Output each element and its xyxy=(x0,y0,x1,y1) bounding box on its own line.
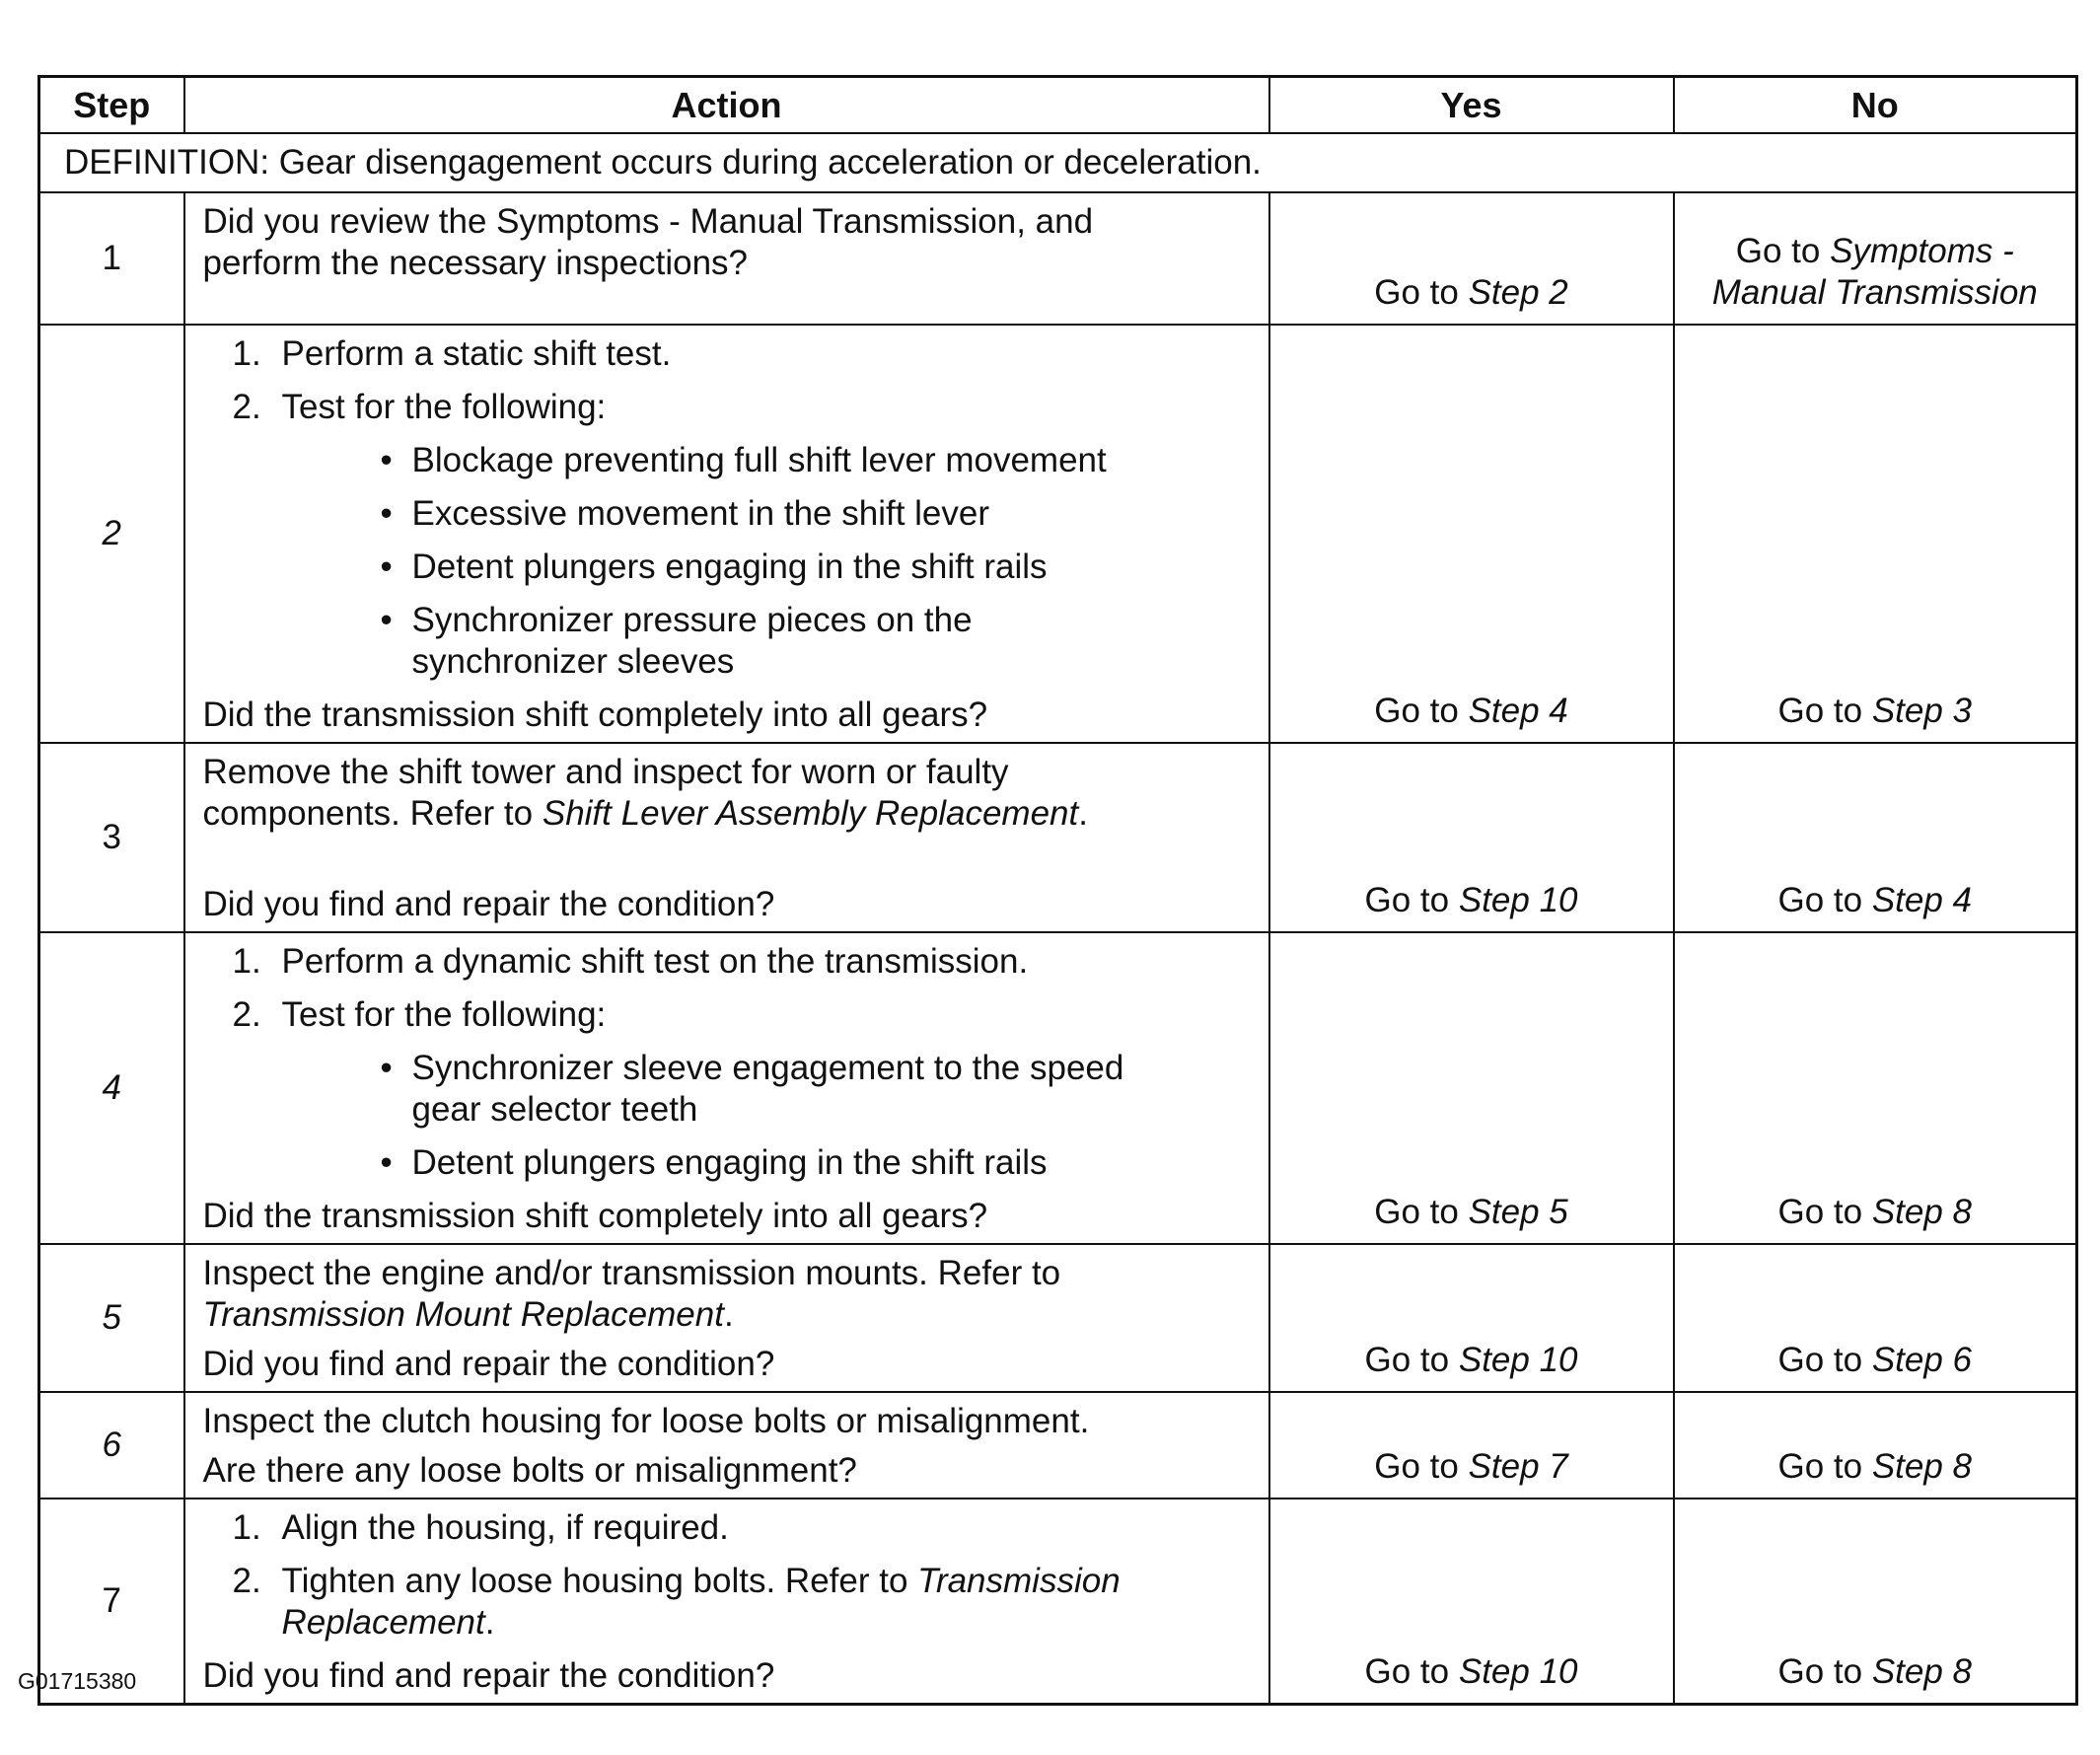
step-number: 6 xyxy=(39,1392,184,1499)
numbered-list xyxy=(203,1507,1251,1644)
bullet-item xyxy=(282,493,1251,535)
question-text: Did you find and repair the condition? xyxy=(202,1656,775,1695)
item-text: Align the housing, if required. xyxy=(281,1508,729,1547)
no-link[interactable]: Step 3 xyxy=(1871,692,1973,730)
no-link[interactable]: Step 8 xyxy=(1871,1193,1973,1231)
table-row xyxy=(39,932,2077,1244)
table-row xyxy=(39,743,2077,932)
yes-cell xyxy=(1269,1392,1674,1499)
question-text: Are there any loose bolts or misalignment? xyxy=(202,1451,857,1490)
bullet-item xyxy=(282,1048,1251,1131)
action-text: components. Refer to Shift Lever Assembly Replacement. xyxy=(202,794,1088,833)
bullet-text: Blockage preventing full shift lever movement xyxy=(411,441,1107,479)
yes-link[interactable]: Step 4 xyxy=(1468,692,1568,730)
action-cell xyxy=(184,192,1269,325)
bullet-list xyxy=(282,440,1251,683)
definition-text: DEFINITION: Gear disengagement occurs during acceleration or deceleration. xyxy=(39,133,2077,192)
step-number: 2 xyxy=(39,325,184,743)
item-number: 2. xyxy=(232,1562,261,1600)
yes-cell xyxy=(1269,743,1674,932)
bullet-text: Synchronizer pressure pieces on the synchronizer sleeves xyxy=(411,601,973,681)
item-text: Tighten any loose housing bolts. Refer to xyxy=(281,1562,918,1600)
yes-cell xyxy=(1269,192,1674,325)
no-cell xyxy=(1674,1392,2077,1499)
bullet-icon: • xyxy=(380,494,393,533)
goto-label: Go to xyxy=(1374,1193,1459,1231)
step-number: 1 xyxy=(39,192,184,325)
action-text: Inspect the clutch housing for loose bolts or misalignment. xyxy=(202,1402,1090,1440)
table-row xyxy=(39,325,2077,743)
question-text: Did the transmission shift completely into all gears? xyxy=(202,1197,988,1235)
item-number: 1. xyxy=(232,334,261,373)
bullet-text: Synchronizer sleeve engagement to the speed gear selector teeth xyxy=(411,1049,1124,1129)
no-link[interactable]: Step 6 xyxy=(1871,1341,1973,1379)
goto-label: Go to xyxy=(1364,1652,1450,1691)
item-text: Test for the following: xyxy=(281,995,607,1034)
diagnostic-table xyxy=(37,75,2078,1706)
no-cell xyxy=(1674,743,2077,932)
list-item xyxy=(203,941,1251,983)
action-cell xyxy=(184,1499,1269,1705)
action-cell xyxy=(184,743,1269,932)
no-link[interactable]: Symptoms - xyxy=(1830,232,2014,270)
header-row xyxy=(39,77,2077,134)
yes-cell xyxy=(1269,1499,1674,1705)
goto-label: Go to xyxy=(1374,692,1459,730)
yes-link[interactable]: Step 10 xyxy=(1458,881,1578,919)
header-action: Action xyxy=(184,77,1269,134)
no-cell xyxy=(1674,1499,2077,1705)
item-text: Perform a static shift test. xyxy=(281,334,672,373)
no-cell xyxy=(1674,192,2077,325)
reference-link[interactable]: Shift Lever Assembly Replacement xyxy=(542,794,1079,833)
yes-cell xyxy=(1269,325,1674,743)
list-item xyxy=(203,333,1251,375)
item-number: 1. xyxy=(232,1508,261,1547)
list-item xyxy=(203,387,1251,683)
goto-label: Go to xyxy=(1777,1447,1863,1486)
bullet-icon: • xyxy=(380,601,393,639)
table-row xyxy=(39,1244,2077,1392)
reference-link[interactable]: Transmission Replacement xyxy=(281,1562,1121,1642)
action-text: Transmission Mount Replacement. xyxy=(202,1295,734,1334)
goto-label: Go to xyxy=(1374,1447,1459,1486)
bullet-item xyxy=(282,547,1251,588)
bullet-item xyxy=(282,440,1251,481)
step-number: 3 xyxy=(39,743,184,932)
goto-label: Go to xyxy=(1777,1652,1863,1691)
list-item xyxy=(203,1507,1251,1549)
goto-label: Go to xyxy=(1735,232,1821,270)
action-cell xyxy=(184,325,1269,743)
bullet-icon: • xyxy=(380,1049,393,1087)
item-text: Test for the following: xyxy=(281,388,607,426)
question-text: Did you find and repair the condition? xyxy=(202,1345,775,1383)
figure-id: G01715380 xyxy=(18,1668,137,1694)
bullet-icon: • xyxy=(380,1143,393,1182)
item-text: Perform a dynamic shift test on the transmission. xyxy=(281,942,1029,981)
yes-link[interactable]: Step 7 xyxy=(1468,1447,1568,1486)
numbered-list xyxy=(203,333,1251,683)
no-link[interactable]: Step 4 xyxy=(1871,881,1973,919)
header-no: No xyxy=(1674,77,2077,134)
reference-link[interactable]: Transmission Mount Replacement xyxy=(202,1295,724,1334)
question-text: Did the transmission shift completely into all gears? xyxy=(202,695,988,734)
goto-label: Go to xyxy=(1777,692,1863,730)
goto-label: Go to xyxy=(1364,881,1450,919)
bullet-icon: • xyxy=(380,441,393,479)
bullet-text: Detent plungers engaging in the shift rails xyxy=(411,548,1048,586)
table-row xyxy=(39,1499,2077,1705)
yes-cell xyxy=(1269,932,1674,1244)
step-number: 5 xyxy=(39,1244,184,1392)
table-row xyxy=(39,1392,2077,1499)
numbered-list xyxy=(203,941,1251,1184)
action-text: Did you review the Symptoms - Manual Transmission, and xyxy=(202,202,1094,241)
item-number: 2. xyxy=(232,388,261,426)
no-link[interactable]: Manual Transmission xyxy=(1711,273,2038,312)
goto-label: Go to xyxy=(1364,1341,1450,1379)
no-cell xyxy=(1674,1244,2077,1392)
yes-cell xyxy=(1269,1244,1674,1392)
bullet-icon: • xyxy=(380,548,393,586)
no-link[interactable]: Step 8 xyxy=(1871,1447,1973,1486)
yes-link[interactable]: Step 10 xyxy=(1458,1341,1578,1379)
action-cell xyxy=(184,1244,1269,1392)
table-row xyxy=(39,192,2077,325)
action-text: Inspect the engine and/or transmission mounts. Refer to xyxy=(202,1254,1061,1292)
goto-label: Go to xyxy=(1374,273,1459,312)
goto-label: Go to xyxy=(1777,881,1863,919)
action-cell xyxy=(184,1392,1269,1499)
bullet-text: Excessive movement in the shift lever xyxy=(411,494,990,533)
no-cell xyxy=(1674,932,2077,1244)
yes-link[interactable]: Step 2 xyxy=(1468,273,1568,312)
step-number: 4 xyxy=(39,932,184,1244)
action-cell xyxy=(184,932,1269,1244)
yes-link[interactable]: Step 5 xyxy=(1468,1193,1568,1231)
action-text: Remove the shift tower and inspect for worn or faulty xyxy=(202,753,1009,791)
header-yes: Yes xyxy=(1269,77,1674,134)
yes-link[interactable]: Step 10 xyxy=(1458,1652,1578,1691)
goto-label: Go to xyxy=(1777,1193,1863,1231)
step-number: 7 xyxy=(39,1499,184,1705)
item-number: 1. xyxy=(232,942,261,981)
definition-row xyxy=(39,133,2077,192)
no-link[interactable]: Step 8 xyxy=(1871,1652,1973,1691)
item-number: 2. xyxy=(232,995,261,1034)
bullet-item xyxy=(282,1142,1251,1184)
question-text: Did you find and repair the condition? xyxy=(202,885,775,923)
bullet-text: Detent plungers engaging in the shift rails xyxy=(411,1143,1048,1182)
list-item: 2. Tighten any loose housing bolts. Refer to Transmission Replacement. xyxy=(232,1562,1121,1642)
list-item xyxy=(203,994,1251,1184)
bullet-item xyxy=(282,600,1251,683)
no-cell xyxy=(1674,325,2077,743)
header-step: Step xyxy=(39,77,184,134)
bullet-list xyxy=(282,1048,1251,1184)
action-text: perform the necessary inspections? xyxy=(202,244,748,282)
goto-label: Go to xyxy=(1777,1341,1863,1379)
